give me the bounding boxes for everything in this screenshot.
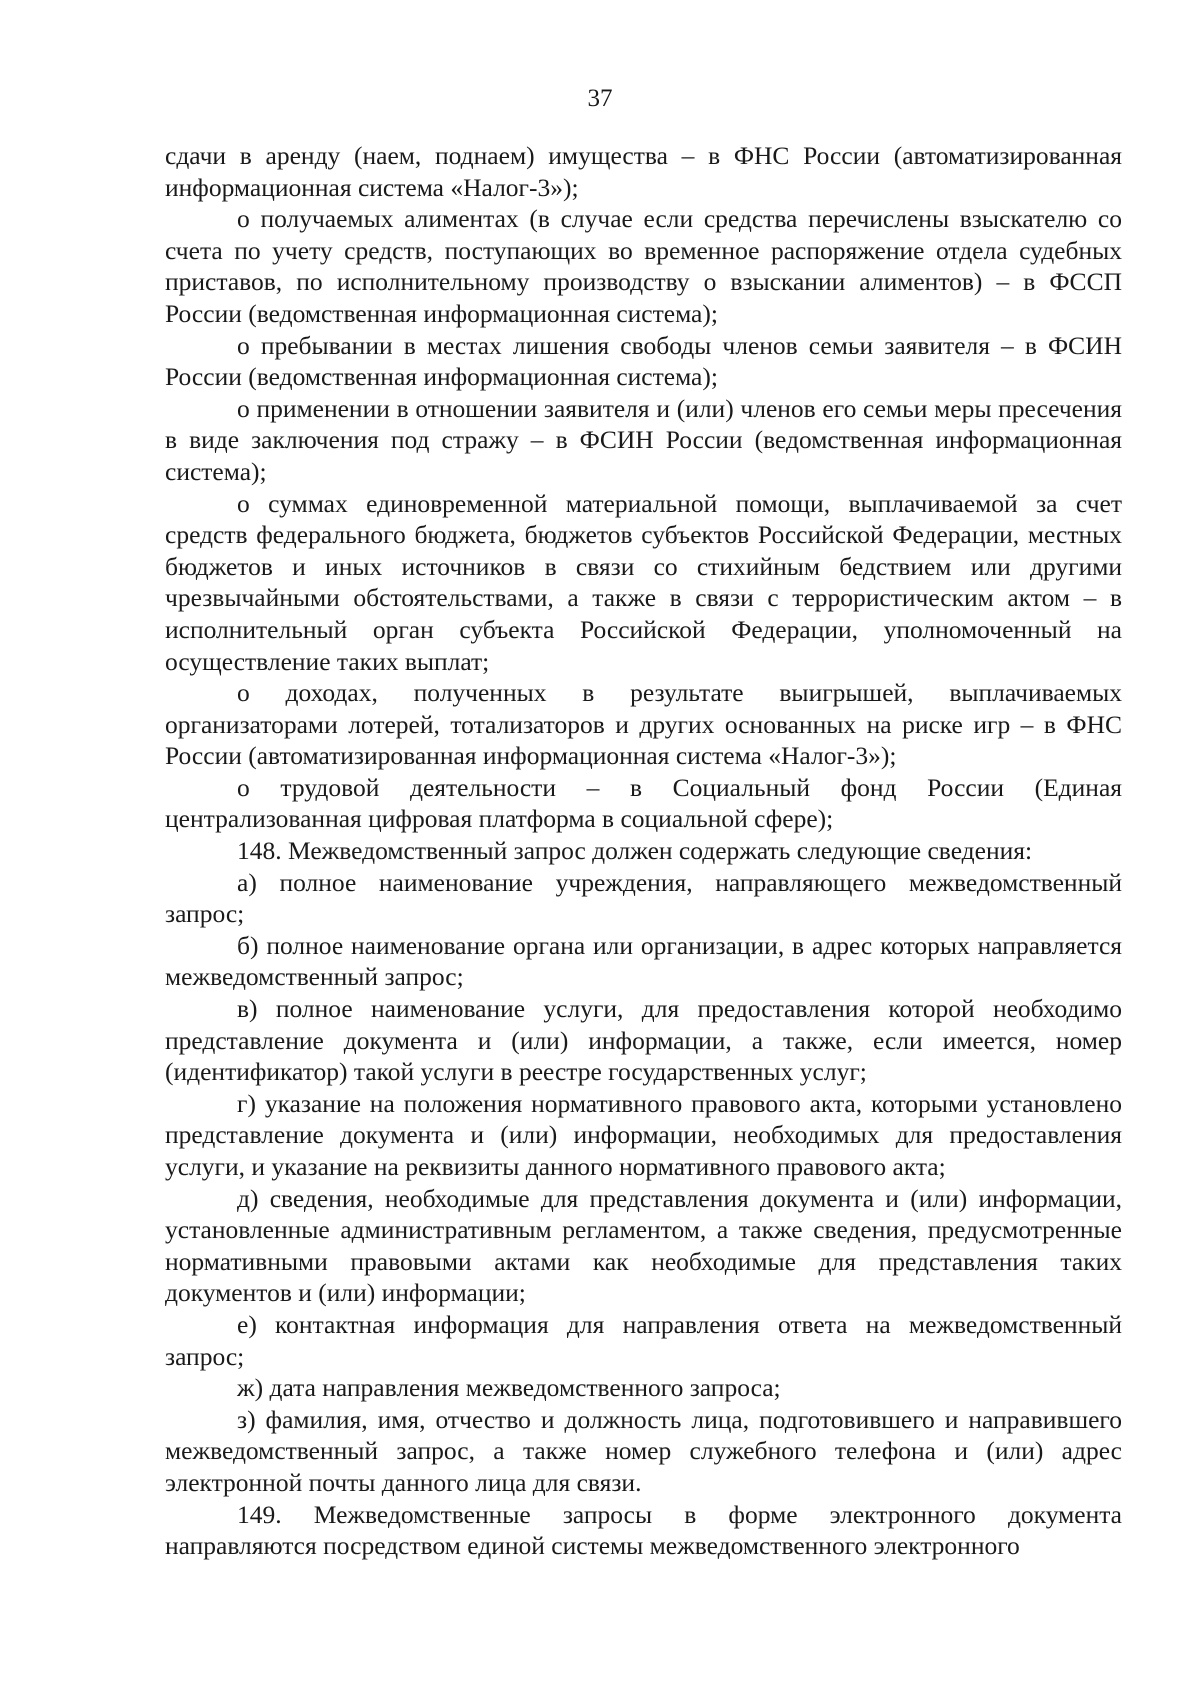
paragraph-148-z: з) фамилия, имя, отчество и должность лица, подготовившего и направившего межведомственный запрос, а также номер служебного телефона и (или) адрес электронной почты данного лица для связи.	[165, 1404, 1122, 1497]
paragraph-148-b: б) полное наименование органа или организации, в адрес которых направляется межведомственный запрос;	[165, 930, 1122, 992]
paragraph-labor-activity: о трудовой деятельности – в Социальный фонд России (Единая централизованная цифровая платформа в социальной сфере);	[165, 772, 1122, 834]
paragraph-custody: о применении в отношении заявителя и (или) членов его семьи меры пресечения в виде заключения под стражу – в ФСИН России (ведомственная информационная система);	[165, 393, 1122, 486]
paragraph-148-g: г) указание на положения нормативного правового акта, которыми установлено представление документа и (или) информации, необходимых для предоставления услуги, и указание на реквизиты данного нормативного правового акта;	[165, 1088, 1122, 1181]
document-body	[165, 140, 1122, 1562]
paragraph-alimony: о получаемых алиментах (в случае если средства перечислены взыскателю со счета по учету средств, поступающих во временное распоряжение отдела судебных приставов, по исполнительному производству о взыскании алиментов) – в ФССП России (ведомственная информационная система);	[165, 204, 1122, 328]
paragraph-lottery-income: о доходах, полученных в результате выигрышей, выплачиваемых организаторами лотерей, тотализаторов и других основанных на риске игр – в ФНС России (автоматизированная информационная система «Налог-3»);	[165, 678, 1122, 771]
paragraph-148-e: е) контактная информация для направления ответа на межведомственный запрос;	[165, 1309, 1122, 1371]
page-number: 37	[587, 85, 613, 112]
paragraph-149: 149. Межведомственные запросы в форме электронного документа направляются посредством единой системы межведомственного электронного	[165, 1499, 1122, 1561]
paragraph-property-rent: сдачи в аренду (наем, поднаем) имущества – в ФНС России (автоматизированная информационная система «Налог-3»);	[165, 141, 1122, 202]
paragraph-material-aid: о суммах единовременной материальной помощи, выплачиваемой за счет средств федерального бюджета, бюджетов субъектов Российской Федерации, местных бюджетов и иных источников в связи со стихийным бедствием или другими чрезвычайными обстоятельствами, а также в связи с террористическим актом – в исполнительный орган субъекта Российской Федерации, уполномоченный на осуществление таких выплат;	[165, 488, 1122, 676]
paragraph-148-v: в) полное наименование услуги, для предоставления которой необходимо представление документа и (или) информации, а также, если имеется, номер (идентификатор) такой услуги в реестре государственных услуг;	[165, 994, 1122, 1087]
paragraph-imprisonment: о пребывании в местах лишения свободы членов семьи заявителя – в ФСИН России (ведомственная информационная система);	[165, 330, 1122, 392]
paragraph-148-zh: ж) дата направления межведомственного запроса;	[237, 1373, 781, 1403]
paragraph-148: 148. Межведомственный запрос должен содержать следующие сведения:	[237, 836, 1033, 866]
paragraph-148-d: д) сведения, необходимые для представления документа и (или) информации, установленные административным регламентом, а также сведения, предусмотренные нормативными правовыми актами как необходимые для представления таких документов и (или) информации;	[165, 1183, 1122, 1308]
paragraph-148-a: а) полное наименование учреждения, направляющего межведомственный запрос;	[165, 867, 1122, 929]
